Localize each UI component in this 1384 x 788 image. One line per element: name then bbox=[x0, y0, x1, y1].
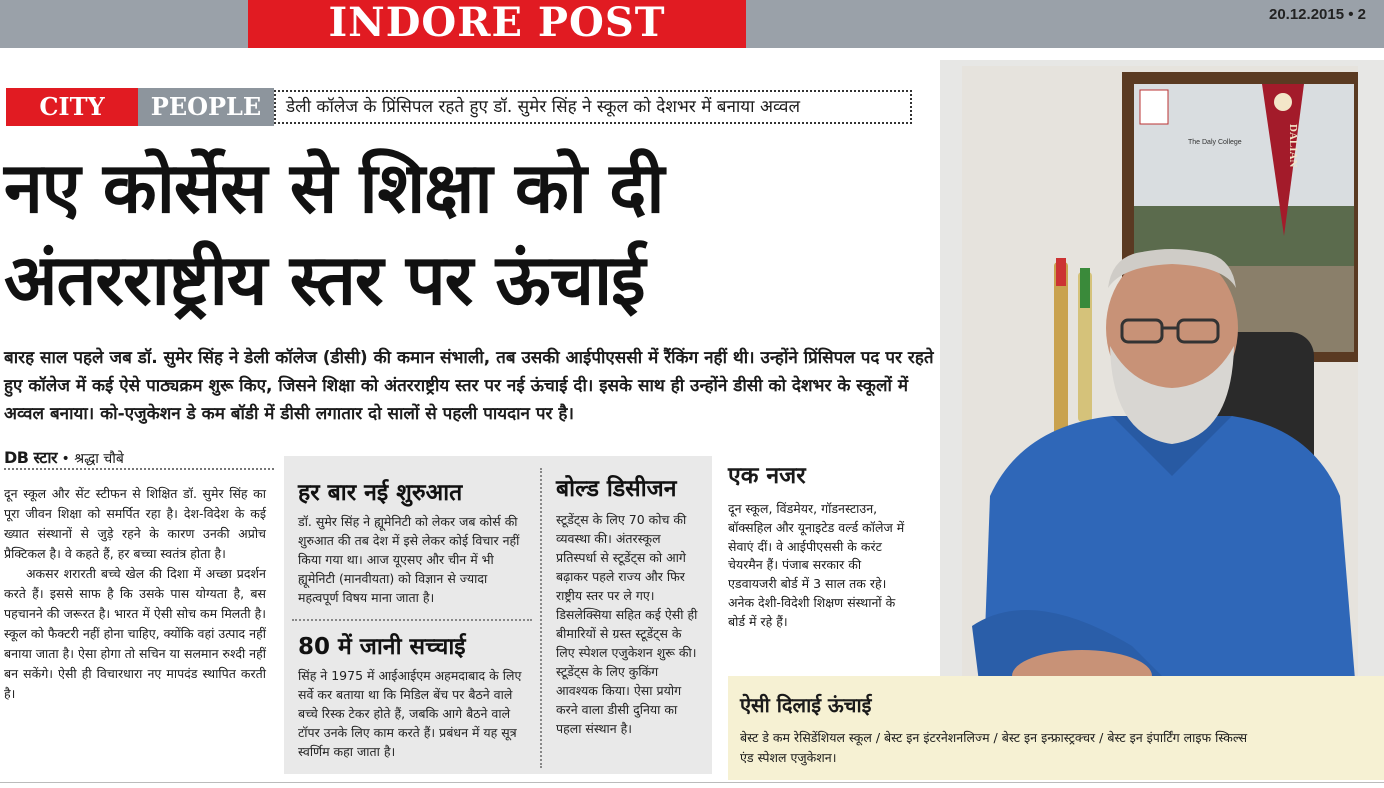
section-body-truth: सिंह ने 1975 में आईआईएम अहमदाबाद के लिए सर्वे कर बताया था कि मिडिल बेंच पर बैठने वाले बच्चे रिस्क टेकर होते हैं, जबकि आगे बैठने वाले टॉपर उनके लिए काम करते हैं। प्रबंधन में यह सूत्र स्वर्णिम कहा जाता है। bbox=[298, 668, 522, 759]
kicker-tagline: डेली कॉलेज के प्रिंसिपल रहते हुए डॉ. सुमेर सिंह ने स्कूल को देशभर में बनाया अव्वल bbox=[274, 90, 912, 124]
sidebar-body-at-a-glance: दून स्कूल, विंडमेयर, गॉडनस्टाउन, बॉक्सहिल और यूनाइटेड वर्ल्ड कॉलेज में सेवाएं दीं। वे आईपीएससी के करंट चेयरमैन हैं। पंजाब सरकार की एडवायजरी बोर्ड में 3 साल तक रहे। अनेक देशी-विदेशी शिक्षण संस्थानों के बोर्ड में रहे हैं। bbox=[728, 501, 905, 629]
headline-line-1: नए कोर्सेस से शिक्षा को दी bbox=[4, 147, 664, 229]
section-heading-new-start: हर बार नई शुरुआत bbox=[298, 480, 463, 506]
achievements-heading: ऐसी दिलाई ऊंचाई bbox=[740, 693, 872, 717]
byline bbox=[4, 448, 274, 470]
headline-line-2: अंतरराष्ट्रीय स्तर पर ऊंचाई bbox=[4, 239, 645, 321]
body-paragraph-2: अकसर शरारती बच्चे खेल की दिशा में अच्छा प्रदर्शन करते हैं। इससे साफ है कि उसके पास योग्यता है, बस पहचानने की जरूरत है। भारत में ऐसी सोच कम मिलती है। स्कूल को फैक्टरी नहीं होना चाहिए, क्योंकि वहां उत्पाद नहीं बनाया जाता है। ऐसा होगा तो सचिन या सलमान रुश्दी नहीं बन सकेंगे। ऐसी ही विचारधारा नए मापदंड स्थापित करती है। bbox=[4, 566, 266, 701]
section-tag-people: PEOPLE bbox=[138, 88, 274, 126]
masthead-title: INDORE POST bbox=[248, 0, 746, 48]
byline-separator: • bbox=[61, 451, 75, 467]
panel-divider-vertical bbox=[540, 468, 542, 768]
bottom-rule bbox=[0, 782, 1384, 783]
frame-label: The Daly College bbox=[1188, 139, 1242, 146]
portrait-illustration bbox=[962, 66, 1358, 716]
body-paragraph-1: दून स्कूल और सेंट स्टीफन से शिक्षित डॉ. सुमेर सिंह का पूरा जीवन शिक्षा को समर्पित रहा है। देश-विदेश के कई ख्यात संस्थानों से जुड़े रहने के कारण उनकी अप्रोच प्रैक्टिकल है। वे कहते हैं, हर बच्चा स्वतंत्र होता है। bbox=[4, 486, 266, 561]
section-body-bold-decision: स्टूडेंट्स के लिए 70 कोच की व्यवस्था की। अंतरस्कूल प्रतिस्पर्धा से स्टूडेंट्स को आगे बढ़ाकर पहले राज्य और फिर राष्ट्रीय स्तर पर ले गए। डिसलेक्सिया सहित कई ऐसी ही बीमारियों से ग्रस्त स्टूडेंट्स के लिए स्पेशल एजुकेशन शुरू की। स्टूडेंट्स के लिए कुकिंग आवश्यक किया। ऐसा प्रयोग करने वाला डीसी दुनिया का पहला संस्थान है। bbox=[556, 512, 698, 736]
body-column-1 bbox=[4, 484, 266, 704]
achievements-body: बेस्ट डे कम रेसिडेंशियल स्कूल / बेस्ट इन इंटरनेशनलिज्म / बेस्ट इन इन्फ्रास्ट्रक्चर / बेस्ट इन इंपार्टिंग लाइफ स्किल्स एंड स्पेशल एजुकेशन। bbox=[740, 730, 1248, 765]
pennant-text: DALIAN bbox=[1287, 124, 1299, 168]
panel-divider-horizontal bbox=[292, 619, 532, 621]
byline-author: श्रद्धा चौबे bbox=[74, 451, 124, 467]
section-heading-bold-decision: बोल्ड डिसीजन bbox=[556, 476, 677, 502]
headline bbox=[4, 142, 934, 326]
section-body-new-start: डॉ. सुमेर सिंह ने ह्यूमेनिटी को लेकर जब कोर्स की शुरुआत की तब देश में इसे लेकर कोई विचार नहीं किया गया था। आज यूएसए और चीन में भी ह्यूमेनिटी (मानवीयता) को विज्ञान से ज्यादा महत्वपूर्ण विषय माना जाता है। bbox=[298, 514, 520, 605]
intro-paragraph: बारह साल पहले जब डॉ. सुमेर सिंह ने डेली कॉलेज (डीसी) की कमान संभाली, तब उसकी आईपीएससी में रैंकिंग नहीं थी। उन्होंने प्रिंसिपल पद पर रहते हुए कॉलेज में कई ऐसे पाठ्यक्रम शुरू किए, जिसने शिक्षा को अंतरराष्ट्रीय स्तर पर नई ऊंचाई दी। इसके साथ ही उन्होंने डीसी को देशभर के स्कूलों में अव्वल बनाया। को-एजुकेशन डे कम बॉडी में डीसी लगातार दो सालों से पहली पायदान पर है। bbox=[4, 348, 934, 424]
portrait-photo bbox=[962, 66, 1358, 716]
date-page-label: 20.12.2015 • 2 bbox=[1268, 6, 1366, 23]
section-heading-truth: 80 में जानी सच्चाई bbox=[298, 634, 466, 660]
section-tag-city: CITY bbox=[6, 88, 138, 126]
db-star-logo: DB स्टार bbox=[4, 448, 58, 467]
sidebar-heading-at-a-glance: एक नजर bbox=[728, 463, 806, 489]
